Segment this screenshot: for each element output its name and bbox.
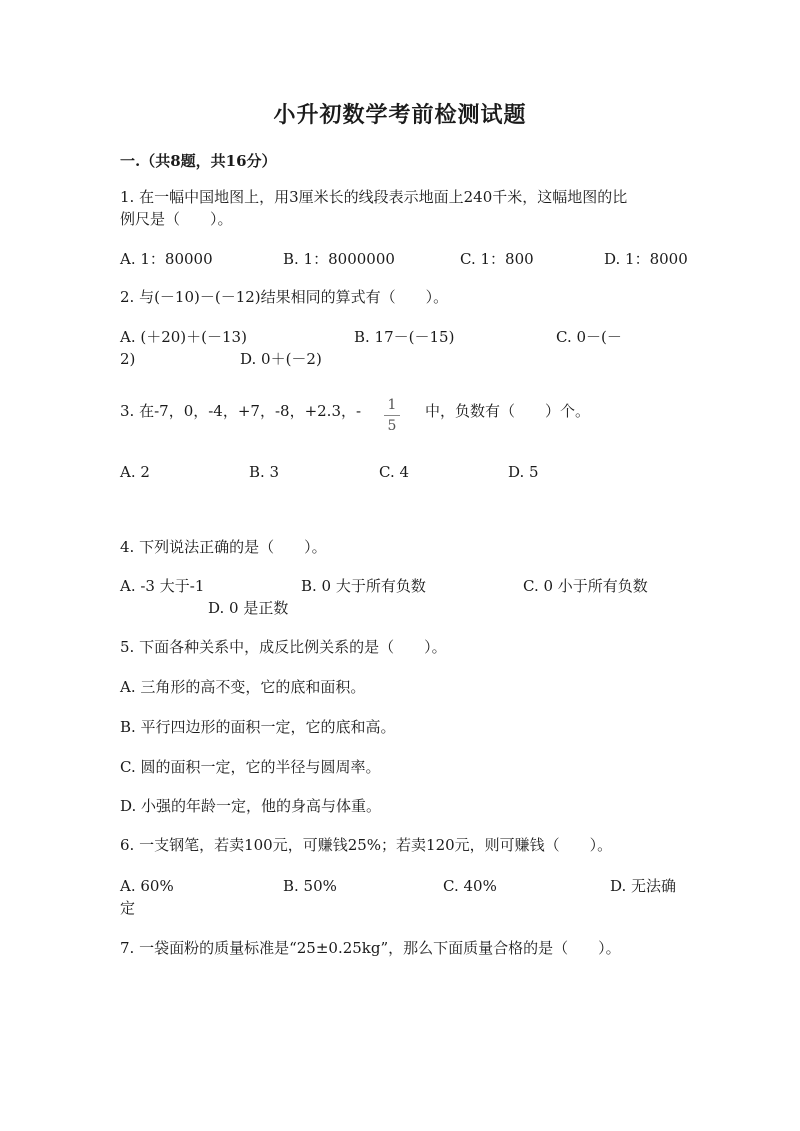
question-7: 7. 一袋面粉的质量标准是“25±0.25kg”，那么下面质量合格的是（ ）。 <box>120 939 621 957</box>
q3-option-c: C. 4 <box>379 463 410 481</box>
question-6: 6. 一支钢笔，若卖100元，可赚钱25%；若卖120元，则可赚钱（ ）。 <box>120 836 613 854</box>
fraction-one-fifth <box>380 396 404 435</box>
question-1-line-2: 例尺是（ ）。 <box>120 210 233 228</box>
q6-option-a: A. 60% <box>120 877 174 895</box>
question-3-text-before: 3. 在-7，0，-4，+7，-8，+2.3，- <box>120 402 362 420</box>
q4-option-c: C. 0 小于所有负数 <box>523 577 648 595</box>
q2-option-a: A. (＋20)＋(－13) <box>120 328 247 346</box>
q3-option-b: B. 3 <box>249 463 280 481</box>
q2-option-d: D. 0＋(－2) <box>240 350 322 368</box>
question-5: 5. 下面各种关系中，成反比例关系的是（ ）。 <box>120 638 447 656</box>
q4-option-a: A. -3 大于-1 <box>120 577 205 595</box>
q2-option-b: B. 17－(－15) <box>354 328 455 346</box>
q4-option-d: D. 0 是正数 <box>208 599 289 617</box>
question-4: 4. 下列说法正确的是（ ）。 <box>120 538 327 556</box>
fraction-bar <box>384 415 400 416</box>
q3-option-a: A. 2 <box>120 463 150 481</box>
fraction-denominator: 5 <box>387 418 397 434</box>
q5-option-d: D. 小强的年龄一定，他的身高与体重。 <box>120 797 382 815</box>
question-2: 2. 与(－10)－(－12)结果相同的算式有（ ）。 <box>120 288 449 306</box>
q2-option-c-wrap: 2) <box>120 350 136 368</box>
q2-option-c: C. 0－(－ <box>556 328 622 346</box>
q5-option-b: B. 平行四边形的面积一定，它的底和高。 <box>120 718 396 736</box>
q6-option-d-wrap: 定 <box>120 899 136 917</box>
section-heading: 一.（共8题，共16分） <box>120 152 277 170</box>
q1-option-b: B. 1：8000000 <box>283 250 395 268</box>
question-3-text-after: 中，负数有（ ）个。 <box>425 402 591 420</box>
question-1-line-1: 1. 在一幅中国地图上，用3厘米长的线段表示地面上240千米，这幅地图的比 <box>120 188 628 206</box>
q6-option-b: B. 50% <box>283 877 337 895</box>
q6-option-d: D. 无法确 <box>610 877 677 895</box>
q5-option-a: A. 三角形的高不变，它的底和面积。 <box>120 678 366 696</box>
q4-option-b: B. 0 大于所有负数 <box>301 577 426 595</box>
q6-option-c: C. 40% <box>443 877 497 895</box>
q1-option-d: D. 1：8000 <box>604 250 688 268</box>
q1-option-a: A. 1：80000 <box>120 250 213 268</box>
page-title: 小升初数学考前检测试题 <box>273 102 527 128</box>
fraction-numerator: 1 <box>387 397 397 413</box>
q5-option-c: C. 圆的面积一定，它的半径与圆周率。 <box>120 758 381 776</box>
q1-option-c: C. 1：800 <box>460 250 534 268</box>
q3-option-d: D. 5 <box>508 463 539 481</box>
